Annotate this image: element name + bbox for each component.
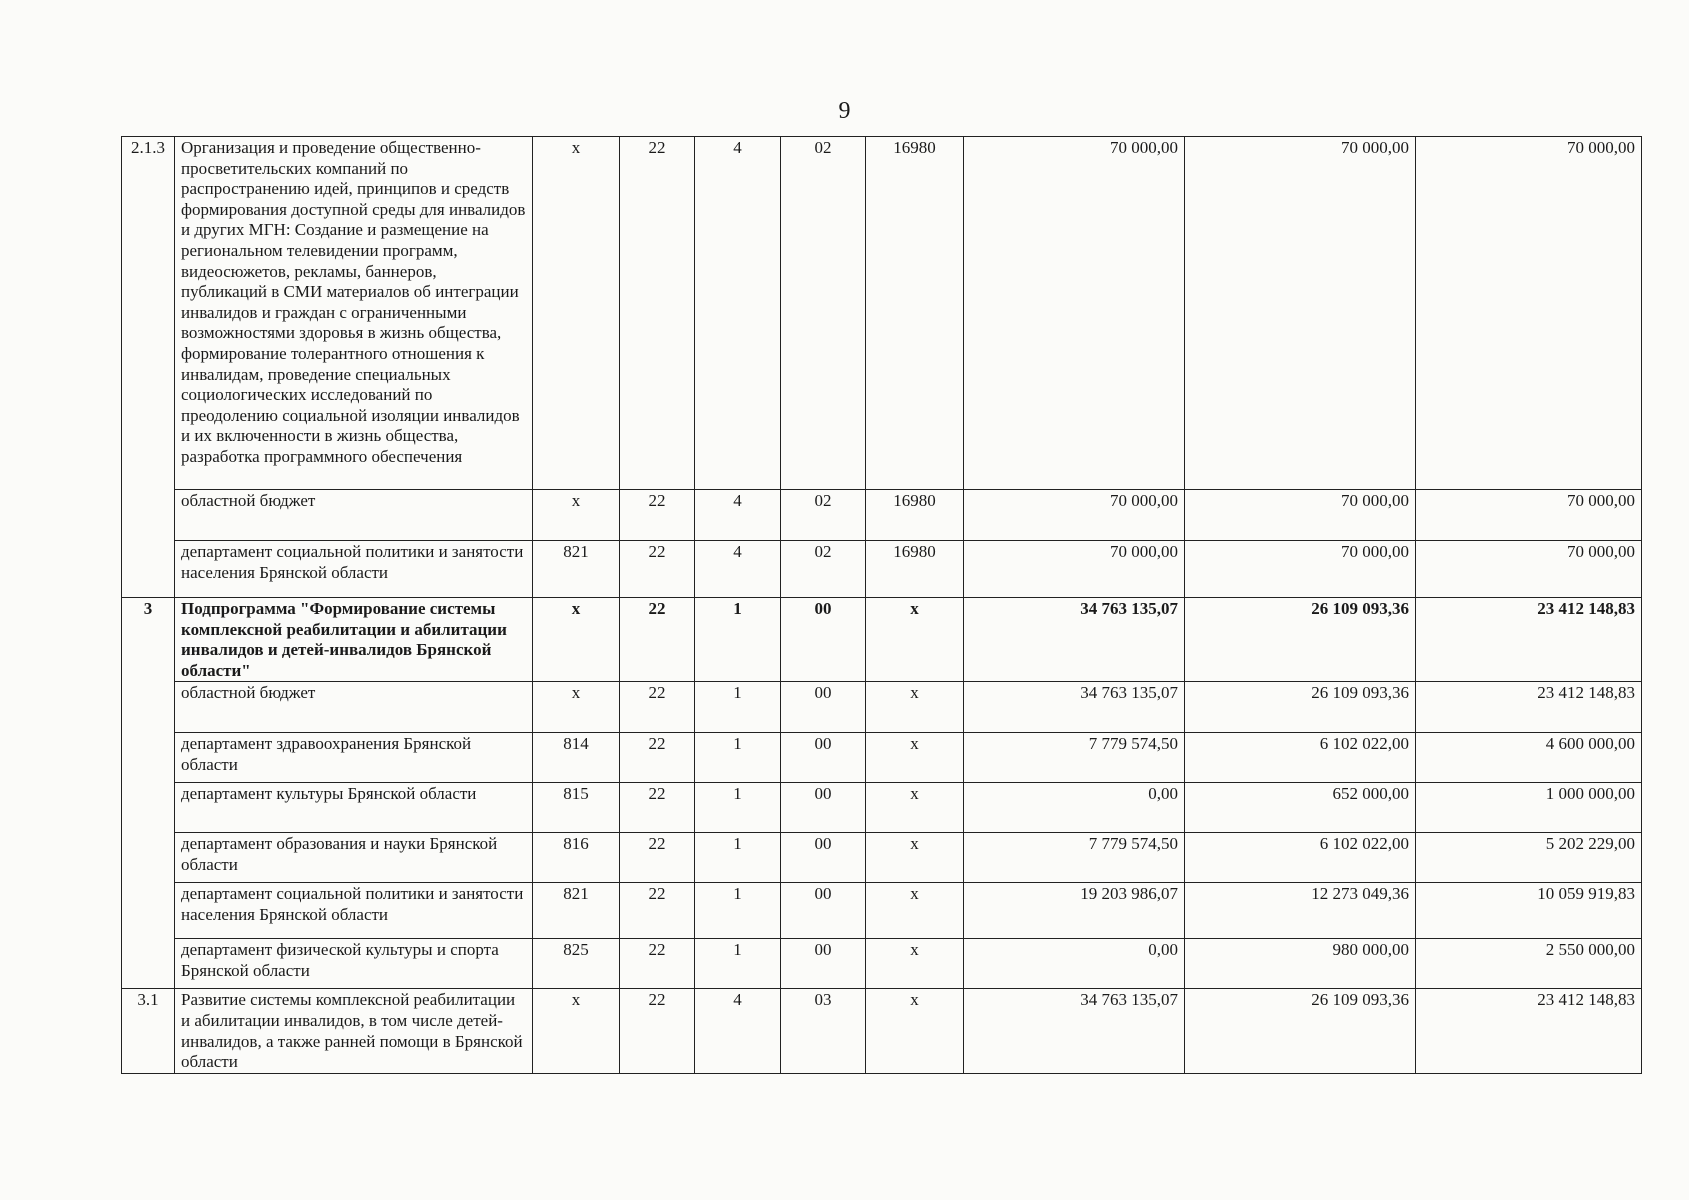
code-cell: 22 xyxy=(620,137,695,490)
amount-cell: 19 203 986,07 xyxy=(964,883,1185,939)
amount-cell: 2 550 000,00 xyxy=(1416,939,1642,989)
code-cell: 16980 xyxy=(866,137,964,490)
amount-cell: 23 412 148,83 xyxy=(1416,682,1642,733)
table-row xyxy=(122,682,1642,733)
code-cell: 1 xyxy=(695,883,781,939)
code-cell: 02 xyxy=(781,541,866,598)
amount-cell: 70 000,00 xyxy=(1185,137,1416,490)
amount-cell: 26 109 093,36 xyxy=(1185,989,1416,1073)
table-row xyxy=(122,883,1642,939)
amount-cell: 10 059 919,83 xyxy=(1416,883,1642,939)
row-name-cell: департамент социальной политики и занятости населения Брянской области xyxy=(175,541,533,598)
code-cell: 00 xyxy=(781,783,866,833)
code-cell: х xyxy=(866,883,964,939)
amount-cell: 26 109 093,36 xyxy=(1185,598,1416,682)
code-cell: 03 xyxy=(781,989,866,1073)
amount-cell: 70 000,00 xyxy=(1185,541,1416,598)
code-cell: 4 xyxy=(695,137,781,490)
code-cell: 00 xyxy=(781,733,866,783)
code-cell: х xyxy=(866,682,964,733)
grbs-code-cell: 825 xyxy=(533,939,620,989)
amount-cell: 70 000,00 xyxy=(1416,541,1642,598)
amount-cell: 7 779 574,50 xyxy=(964,733,1185,783)
grbs-code-cell: х xyxy=(533,490,620,541)
row-name-cell: Организация и проведение общественно-просветительских компаний по распространению идей, принципов и средств формирования доступной среды для инвалидов и других МГН: Создание и размещение на региональном телевидении программ, видеосюжетов, рекламы, баннеров, публикаций в СМИ материалов об интеграции инвалидов и граждан с ограниченными возможностями здоровья в жизнь общества, формирование толерантного отношения к инвалидам, проведение специальных социологических исследований по преодолению социальной изоляции инвалидов и их включенности в жизнь общества, разработка программного обеспечения xyxy=(175,137,533,490)
table-row xyxy=(122,939,1642,989)
code-cell: 22 xyxy=(620,598,695,682)
amount-cell: 0,00 xyxy=(964,939,1185,989)
amount-cell: 5 202 229,00 xyxy=(1416,833,1642,883)
code-cell: 00 xyxy=(781,598,866,682)
code-cell: 00 xyxy=(781,883,866,939)
code-cell: 22 xyxy=(620,989,695,1073)
table-row xyxy=(122,989,1642,1073)
table-row xyxy=(122,833,1642,883)
code-cell: 02 xyxy=(781,137,866,490)
code-cell: 02 xyxy=(781,490,866,541)
grbs-code-cell: х xyxy=(533,598,620,682)
amount-cell: 34 763 135,07 xyxy=(964,598,1185,682)
amount-cell: 6 102 022,00 xyxy=(1185,833,1416,883)
amount-cell: 23 412 148,83 xyxy=(1416,598,1642,682)
grbs-code-cell: 815 xyxy=(533,783,620,833)
code-cell: 4 xyxy=(695,989,781,1073)
amount-cell: 6 102 022,00 xyxy=(1185,733,1416,783)
row-name-cell: Подпрограмма "Формирование системы комплексной реабилитации и абилитации инвалидов и детей-инвалидов Брянской области" xyxy=(175,598,533,682)
amount-cell: 0,00 xyxy=(964,783,1185,833)
code-cell: 1 xyxy=(695,939,781,989)
grbs-code-cell: 816 xyxy=(533,833,620,883)
code-cell: 1 xyxy=(695,733,781,783)
row-number-cell: 2.1.3 xyxy=(122,137,175,598)
code-cell: 1 xyxy=(695,682,781,733)
code-cell: 22 xyxy=(620,682,695,733)
code-cell: х xyxy=(866,783,964,833)
amount-cell: 70 000,00 xyxy=(964,490,1185,541)
code-cell: 00 xyxy=(781,939,866,989)
table-row xyxy=(122,137,1642,490)
row-name-cell: департамент социальной политики и занятости населения Брянской области xyxy=(175,883,533,939)
grbs-code-cell: 821 xyxy=(533,541,620,598)
table-row xyxy=(122,541,1642,598)
amount-cell: 23 412 148,83 xyxy=(1416,989,1642,1073)
amount-cell: 12 273 049,36 xyxy=(1185,883,1416,939)
code-cell: х xyxy=(866,989,964,1073)
code-cell: 1 xyxy=(695,598,781,682)
code-cell: 22 xyxy=(620,541,695,598)
row-name-cell: департамент образования и науки Брянской области xyxy=(175,833,533,883)
code-cell: 4 xyxy=(695,541,781,598)
amount-cell: 70 000,00 xyxy=(1416,490,1642,541)
amount-cell: 34 763 135,07 xyxy=(964,989,1185,1073)
row-name-cell: областной бюджет xyxy=(175,490,533,541)
table-row xyxy=(122,490,1642,541)
code-cell: 22 xyxy=(620,783,695,833)
table-row xyxy=(122,598,1642,682)
code-cell: 1 xyxy=(695,833,781,883)
code-cell: 16980 xyxy=(866,541,964,598)
grbs-code-cell: 814 xyxy=(533,733,620,783)
amount-cell: 652 000,00 xyxy=(1185,783,1416,833)
amount-cell: 26 109 093,36 xyxy=(1185,682,1416,733)
code-cell: 1 xyxy=(695,783,781,833)
code-cell: 22 xyxy=(620,833,695,883)
code-cell: 22 xyxy=(620,883,695,939)
grbs-code-cell: х xyxy=(533,682,620,733)
grbs-code-cell: х xyxy=(533,989,620,1073)
row-name-cell: департамент физической культуры и спорта Брянской области xyxy=(175,939,533,989)
amount-cell: 70 000,00 xyxy=(964,541,1185,598)
amount-cell: 980 000,00 xyxy=(1185,939,1416,989)
code-cell: х xyxy=(866,598,964,682)
code-cell: 00 xyxy=(781,682,866,733)
row-name-cell: областной бюджет xyxy=(175,682,533,733)
amount-cell: 70 000,00 xyxy=(1416,137,1642,490)
table-row xyxy=(122,783,1642,833)
code-cell: 22 xyxy=(620,733,695,783)
page-number: 9 xyxy=(838,98,851,124)
code-cell: 22 xyxy=(620,939,695,989)
code-cell: 00 xyxy=(781,833,866,883)
grbs-code-cell: 821 xyxy=(533,883,620,939)
amount-cell: 7 779 574,50 xyxy=(964,833,1185,883)
code-cell: х xyxy=(866,833,964,883)
row-number-cell: 3.1 xyxy=(122,989,175,1073)
amount-cell: 4 600 000,00 xyxy=(1416,733,1642,783)
row-name-cell: Развитие системы комплексной реабилитации и абилитации инвалидов, в том числе детей-инвалидов, а также ранней помощи в Брянской области xyxy=(175,989,533,1073)
amount-cell: 1 000 000,00 xyxy=(1416,783,1642,833)
amount-cell: 70 000,00 xyxy=(1185,490,1416,541)
row-number-cell: 3 xyxy=(122,598,175,989)
budget-table xyxy=(121,136,1642,1074)
amount-cell: 34 763 135,07 xyxy=(964,682,1185,733)
table-row xyxy=(122,733,1642,783)
row-name-cell: департамент здравоохранения Брянской области xyxy=(175,733,533,783)
code-cell: х xyxy=(866,733,964,783)
code-cell: х xyxy=(866,939,964,989)
amount-cell: 70 000,00 xyxy=(964,137,1185,490)
grbs-code-cell: х xyxy=(533,137,620,490)
code-cell: 16980 xyxy=(866,490,964,541)
code-cell: 4 xyxy=(695,490,781,541)
code-cell: 22 xyxy=(620,490,695,541)
row-name-cell: департамент культуры Брянской области xyxy=(175,783,533,833)
